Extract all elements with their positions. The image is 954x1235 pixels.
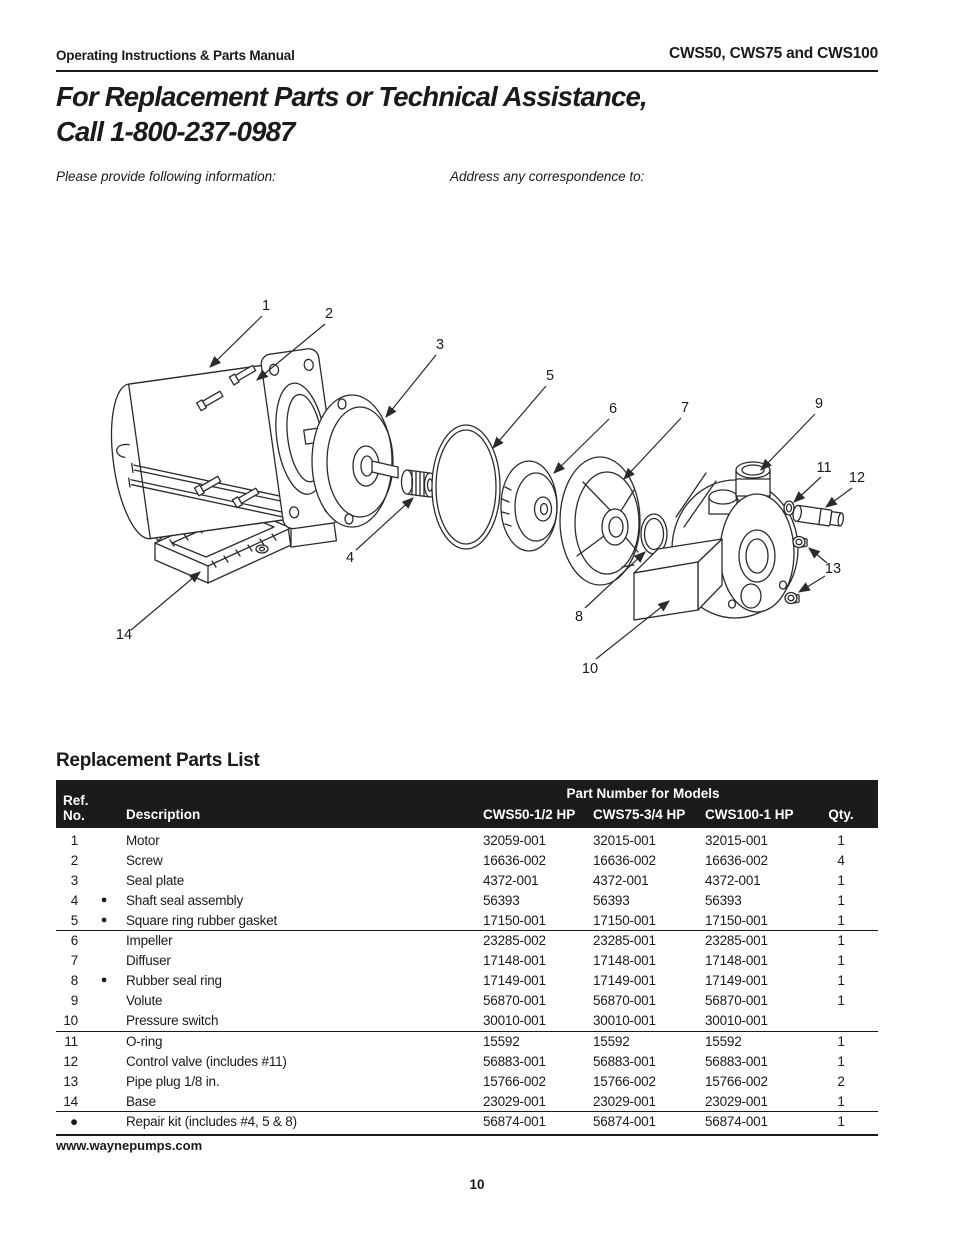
parts-row <box>56 1072 878 1092</box>
description-cell: Pressure switch <box>126 1013 219 1029</box>
callout-7: 7 <box>680 400 690 416</box>
qty-cell: 1 <box>837 1093 845 1109</box>
cws75-part-cell: 15592 <box>593 1033 630 1049</box>
description-cell: Base <box>126 1093 156 1109</box>
footer-rule <box>56 1134 878 1135</box>
parts-row <box>56 911 878 931</box>
parts-row <box>56 871 878 891</box>
parts-table <box>56 780 878 1136</box>
cws50-part-cell: 17149-001 <box>483 973 546 989</box>
qty-cell: 1 <box>837 933 845 949</box>
parts-row <box>56 891 878 911</box>
cws100-part-cell: 23285-001 <box>705 933 768 949</box>
ref-no-cell: ● <box>70 1114 78 1130</box>
callout-4: 4 <box>345 550 355 566</box>
parts-row <box>56 930 878 951</box>
description-cell: Diffuser <box>126 953 171 969</box>
header-model-names: CWS50, CWS75 and CWS100 <box>668 45 878 62</box>
ref-no-cell: 7 <box>70 953 78 969</box>
header-ref-no: Ref. No. <box>63 793 89 823</box>
cws75-part-cell: 23285-001 <box>593 933 656 949</box>
impeller-part <box>501 461 557 551</box>
description-cell: Motor <box>126 833 160 848</box>
ref-no-cell: 4 <box>70 892 78 908</box>
description-cell: Seal plate <box>126 872 185 888</box>
cws50-part-cell: 16636-002 <box>483 852 546 868</box>
cws50-part-cell: 4372-001 <box>483 872 539 888</box>
parts-row <box>56 1031 878 1052</box>
cws100-part-cell: 17150-001 <box>705 912 768 928</box>
description-cell: Impeller <box>126 933 173 949</box>
parts-row <box>56 1011 878 1031</box>
cws100-part-cell: 30010-001 <box>705 1013 768 1029</box>
ref-no-cell: 9 <box>70 993 78 1009</box>
callout-11: 11 <box>816 460 832 476</box>
callout-14: 14 <box>115 627 133 643</box>
parts-list-heading: Replacement Parts List <box>56 750 260 771</box>
ref-no-cell: 12 <box>63 1053 78 1069</box>
ref-no-cell: 10 <box>63 1013 78 1029</box>
header-left-title: Operating Instructions & Parts Manual <box>56 48 295 63</box>
parts-row <box>56 1052 878 1072</box>
cws100-part-cell: 4372-001 <box>705 872 761 888</box>
cws100-part-cell: 15766-002 <box>705 1073 768 1089</box>
cws100-part-cell: 17149-001 <box>705 973 768 989</box>
cws75-part-cell: 56874-001 <box>593 1114 656 1130</box>
qty-cell: 1 <box>837 1033 845 1049</box>
cws50-part-cell: 56883-001 <box>483 1053 546 1069</box>
callout-9: 9 <box>814 396 824 412</box>
o-ring-part <box>784 501 794 515</box>
ref-no-cell: 14 <box>63 1093 78 1109</box>
info-right-heading: Address any correspondence to: <box>450 169 645 184</box>
page-number: 10 <box>469 1177 485 1192</box>
cws100-part-cell: 23029-001 <box>705 1093 768 1109</box>
cws50-part-cell: 15766-002 <box>483 1073 546 1089</box>
cws75-part-cell: 17149-001 <box>593 973 656 989</box>
cws50-part-cell: 32059-001 <box>483 833 546 848</box>
ref-no-cell: 6 <box>70 933 78 949</box>
header-cws75: CWS75-3/4 HP <box>593 807 686 822</box>
info-left-heading: Please provide following information: <box>56 169 276 184</box>
parts-table-body <box>56 828 878 1136</box>
cws50-part-cell: 23285-002 <box>483 933 546 949</box>
header-span-label: Part Number for Models <box>566 786 720 801</box>
qty-cell: 1 <box>837 912 845 928</box>
cws50-part-cell: 17150-001 <box>483 912 546 928</box>
header-description: Description <box>126 807 201 822</box>
ref-no-cell: 13 <box>63 1073 78 1089</box>
cws50-part-cell: 15592 <box>483 1033 520 1049</box>
page-title <box>56 79 647 149</box>
callout-5: 5 <box>545 368 555 384</box>
cws50-part-cell: 30010-001 <box>483 1013 546 1029</box>
parts-row <box>56 991 878 1011</box>
callout-12: 12 <box>848 470 866 486</box>
square-ring-gasket-part <box>432 425 500 549</box>
cws75-part-cell: 15766-002 <box>593 1073 656 1089</box>
footer-website: www.waynepumps.com <box>56 1138 203 1153</box>
qty-cell: 2 <box>837 1073 845 1089</box>
parts-row <box>56 951 878 971</box>
description-cell: Square ring rubber gasket <box>126 912 278 928</box>
header-cws100: CWS100-1 HP <box>705 807 794 822</box>
ref-no-cell: 3 <box>70 872 78 888</box>
header-cws50: CWS50-1/2 HP <box>483 807 576 822</box>
cws100-part-cell: 56870-001 <box>705 993 768 1009</box>
cws75-part-cell: 16636-002 <box>593 852 656 868</box>
cws50-part-cell: 17148-001 <box>483 953 546 969</box>
callout-8: 8 <box>574 609 584 625</box>
callout-3: 3 <box>435 337 445 353</box>
seal-plate-part <box>312 395 398 527</box>
description-cell: Control valve (includes #11) <box>126 1053 287 1069</box>
description-cell: Rubber seal ring <box>126 973 222 989</box>
cws50-part-cell: 56393 <box>483 892 520 908</box>
cws100-part-cell: 17148-001 <box>705 953 768 969</box>
cws75-part-cell: 56870-001 <box>593 993 656 1009</box>
description-cell: O-ring <box>126 1033 163 1049</box>
description-cell: Pipe plug 1/8 in. <box>126 1073 220 1089</box>
ref-no-cell: 2 <box>70 852 78 868</box>
qty-cell: 1 <box>837 833 845 848</box>
shaft-seal-part <box>402 470 436 497</box>
cws75-part-cell: 56883-001 <box>593 1053 656 1069</box>
parts-row <box>56 831 878 851</box>
description-cell: Screw <box>126 852 163 868</box>
qty-cell: 1 <box>837 892 845 908</box>
bullet-cell: ● <box>100 893 108 906</box>
cws75-part-cell: 32015-001 <box>593 833 656 848</box>
cws75-part-cell: 17148-001 <box>593 953 656 969</box>
page-title-line1: For Replacement Parts or Technical Assistance, <box>56 81 647 112</box>
cws75-part-cell: 23029-001 <box>593 1093 656 1109</box>
page-title-line2: Call 1-800-237-0987 <box>56 116 295 147</box>
cws75-part-cell: 56393 <box>593 892 630 908</box>
cws50-part-cell: 56870-001 <box>483 993 546 1009</box>
callout-10: 10 <box>581 661 599 677</box>
qty-cell: 1 <box>837 953 845 969</box>
callout-2: 2 <box>324 306 334 322</box>
callout-6: 6 <box>608 401 618 417</box>
header-rule <box>56 70 878 72</box>
ref-no-cell: 8 <box>70 973 78 989</box>
qty-cell: 1 <box>837 1053 845 1069</box>
callout-1: 1 <box>261 298 271 314</box>
cws50-part-cell: 56874-001 <box>483 1114 546 1130</box>
description-cell: Repair kit (includes #4, 5 & 8) <box>126 1114 297 1130</box>
cws75-part-cell: 4372-001 <box>593 872 649 888</box>
cws100-part-cell: 56393 <box>705 892 742 908</box>
ref-no-cell: 1 <box>70 833 78 848</box>
parts-table-header <box>56 780 878 828</box>
exploded-parts-diagram <box>0 280 954 710</box>
cws100-part-cell: 56883-001 <box>705 1053 768 1069</box>
qty-cell: 1 <box>837 993 845 1009</box>
cws100-part-cell: 15592 <box>705 1033 742 1049</box>
qty-cell: 4 <box>837 852 845 868</box>
qty-cell: 1 <box>837 973 845 989</box>
header-qty: Qty. <box>828 807 854 822</box>
control-valve-part <box>792 505 844 528</box>
description-cell: Shaft seal assembly <box>126 892 244 908</box>
parts-row <box>56 851 878 871</box>
qty-cell: 1 <box>837 872 845 888</box>
description-cell: Volute <box>126 993 163 1009</box>
cws100-part-cell: 16636-002 <box>705 852 768 868</box>
qty-cell: 1 <box>837 1114 845 1130</box>
ref-no-cell: 11 <box>64 1033 78 1049</box>
callout-13: 13 <box>824 561 842 577</box>
parts-row <box>56 971 878 991</box>
cws75-part-cell: 30010-001 <box>593 1013 656 1029</box>
parts-row <box>56 1111 878 1132</box>
bullet-cell: ● <box>100 974 108 987</box>
parts-row <box>56 1092 878 1112</box>
ref-no-cell: 5 <box>70 912 78 928</box>
cws100-part-cell: 56874-001 <box>705 1114 768 1130</box>
cws50-part-cell: 23029-001 <box>483 1093 546 1109</box>
cws100-part-cell: 32015-001 <box>705 833 768 848</box>
bullet-cell: ● <box>100 913 108 926</box>
cws75-part-cell: 17150-001 <box>593 912 656 928</box>
